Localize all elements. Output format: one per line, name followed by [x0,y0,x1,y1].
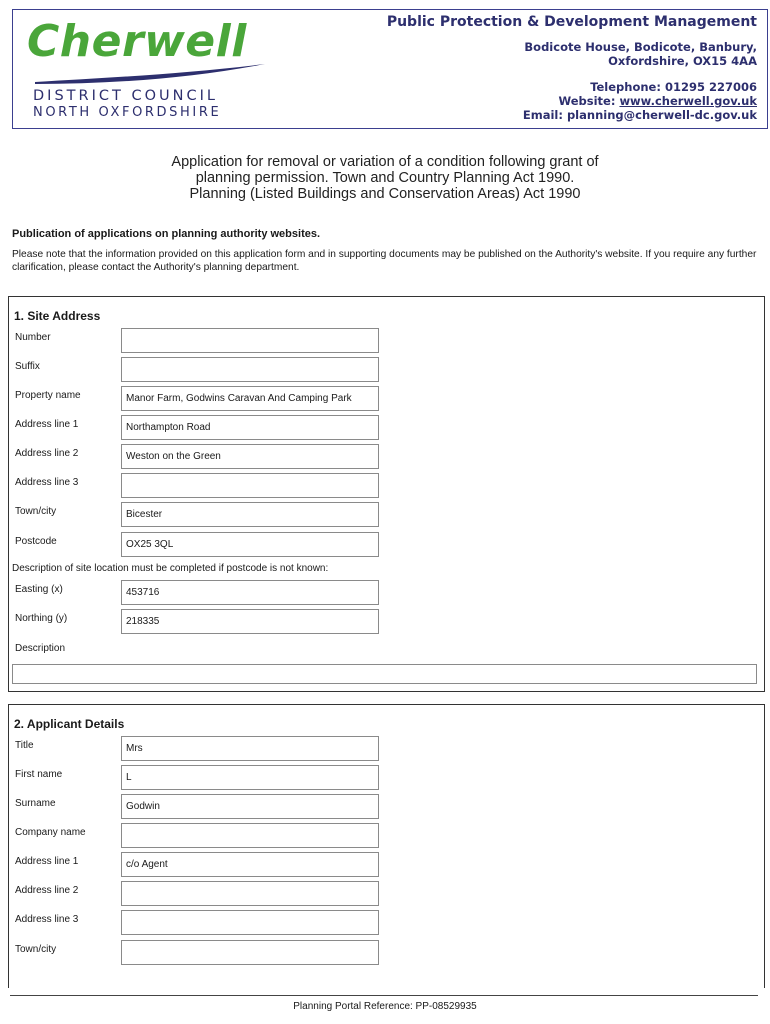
first-name-field[interactable]: L [121,765,379,790]
letterhead [12,9,768,129]
company-name-field[interactable] [121,823,379,848]
website [558,94,757,108]
logo-north-oxfordshire: NORTH OXFORDSHIRE [33,105,222,120]
title-line-3: Planning (Listed Buildings and Conservation Areas) Act 1990 [189,186,581,202]
site-address-line-1-label: Address line 1 [15,419,79,430]
site-address-line-2-field[interactable]: Weston on the Green [121,444,379,469]
address-line-2: Oxfordshire, OX15 4AA [608,54,757,68]
company-name-label: Company name [15,827,86,838]
site-address-line-1-field[interactable]: Northampton Road [121,415,379,440]
applicant-details-title: 2. Applicant Details [14,717,125,731]
first-name-label: First name [15,769,63,780]
title-line-1: Application for removal or variation of a condition following grant of [171,154,599,170]
logo-swoosh-icon [33,62,268,86]
surname-label: Surname [15,798,56,809]
publication-heading: Publication of applications on planning authority websites. [12,228,321,240]
department-title: Public Protection & Development Management [386,14,757,30]
location-note: Description of site location must be completed if postcode is not known: [12,563,329,574]
address-line-1: Bodicote House, Bodicote, Banbury, [524,40,757,54]
number-label: Number [15,332,51,343]
applicant-address-line-2-label: Address line 2 [15,885,79,896]
telephone [590,80,757,94]
easting-label: Easting (x) [15,584,63,595]
postcode-label: Postcode [15,536,57,547]
site-address-line-2-label: Address line 2 [15,448,79,459]
site-town-field[interactable]: Bicester [121,502,379,527]
description-field[interactable] [12,664,757,684]
property-name-label: Property name [15,390,81,401]
site-town-label: Town/city [15,506,57,517]
email [523,108,757,122]
site-address-line-3-field[interactable] [121,473,379,498]
northing-label: Northing (y) [15,613,68,624]
publication-text: Please note that the information provided on this application form and in supporting documents may be published on the Authority's website. If you require any further clarification, please contact the Authority's planning department. [12,249,757,273]
footer-divider [10,995,758,996]
applicant-address-line-2-field[interactable] [121,881,379,906]
website-link[interactable]: www.cherwell.gov.uk [619,94,757,108]
site-address-title: 1. Site Address [14,309,101,323]
title-field[interactable]: Mrs [121,736,379,761]
logo-district-council: DISTRICT COUNCIL [33,88,218,104]
document-title [0,154,770,202]
number-field[interactable] [121,328,379,353]
email-label: Email: [522,108,567,122]
title-line-2: planning permission. Town and Country Planning Act 1990. [195,170,575,186]
telephone-label: Telephone: [590,80,665,94]
suffix-label: Suffix [15,361,40,372]
website-label: Website: [558,94,620,108]
title-label: Title [15,740,34,751]
applicant-town-label: Town/city [15,944,57,955]
property-name-field[interactable]: Manor Farm, Godwins Caravan And Camping Park [121,386,379,411]
site-address-line-3-label: Address line 3 [15,477,79,488]
description-label: Description [15,643,66,654]
postcode-field[interactable]: OX25 3QL [121,532,379,557]
planning-portal-reference: Planning Portal Reference: PP-08529935 [293,1001,477,1012]
telephone-number: 01295 227006 [664,80,757,94]
suffix-field[interactable] [121,357,379,382]
applicant-address-line-3-label: Address line 3 [15,914,79,925]
applicant-town-field[interactable] [121,940,379,965]
applicant-address-line-3-field[interactable] [121,910,379,935]
applicant-address-line-1-field[interactable]: c/o Agent [121,852,379,877]
surname-field[interactable]: Godwin [121,794,379,819]
easting-field[interactable]: 453716 [121,580,379,605]
cherwell-logo-text: Cherwell [27,16,247,67]
applicant-address-line-1-label: Address line 1 [15,856,79,867]
email-link[interactable]: planning@cherwell-dc.gov.uk [566,108,757,122]
northing-field[interactable]: 218335 [121,609,379,634]
